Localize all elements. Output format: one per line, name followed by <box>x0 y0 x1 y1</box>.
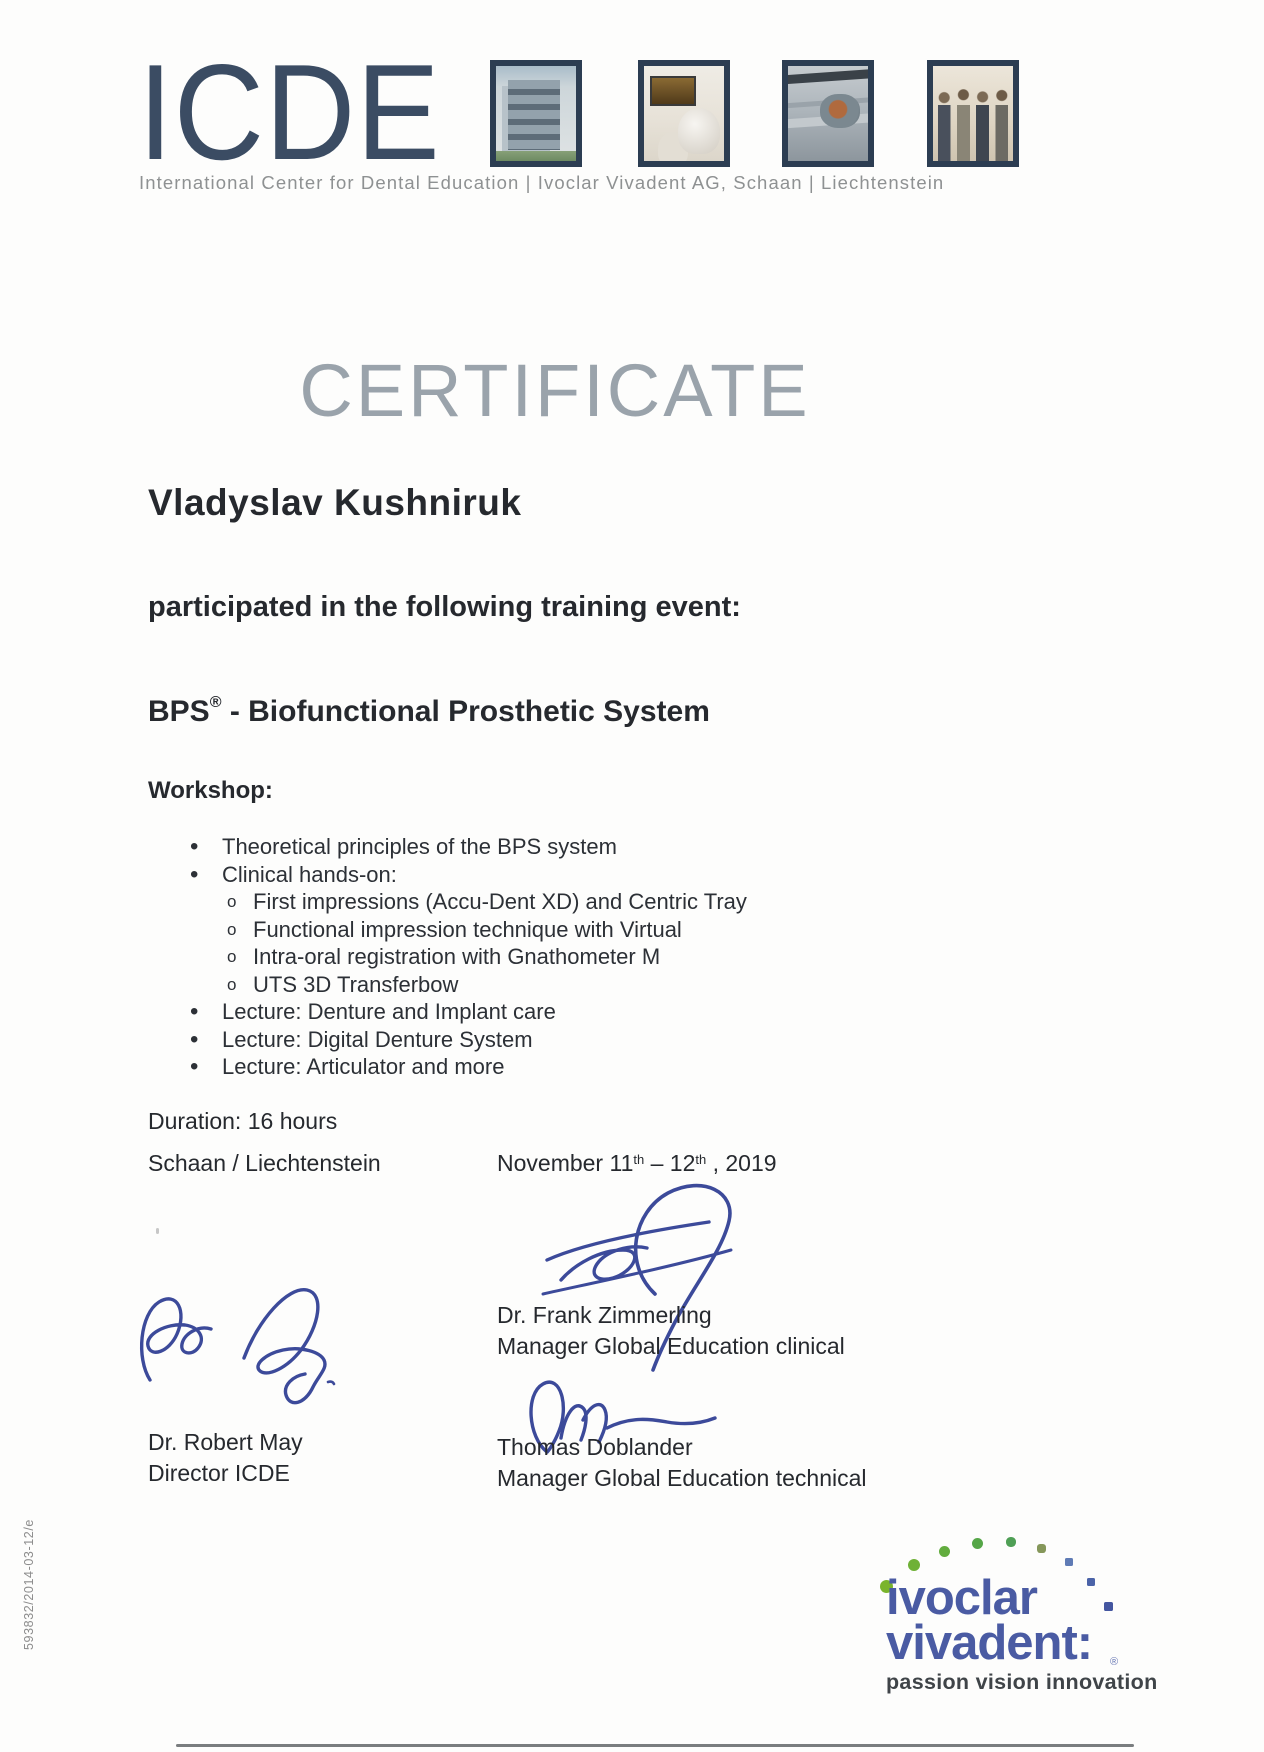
registered-mark: ® <box>209 694 222 711</box>
intro-line: participated in the following training event: <box>148 591 741 623</box>
signatory-role: Director ICDE <box>148 1460 290 1486</box>
signatory-frank-zimmerling <box>497 1300 845 1362</box>
course-title <box>148 694 710 729</box>
bullet-icon: • <box>190 833 199 860</box>
circle-bullet-icon: o <box>227 892 237 911</box>
signatory-name: Thomas Doblander <box>497 1434 693 1460</box>
icde-logo-text: ICDE <box>138 36 441 188</box>
signature-robert-may <box>132 1262 357 1412</box>
certificate-title: CERTIFICATE <box>299 349 811 432</box>
list-item: o Functional impression technique with Virtual <box>227 916 682 942</box>
logo-arc-dot <box>1065 1558 1073 1566</box>
workshop-list <box>148 833 908 1081</box>
list-item: o First impressions (Accu-Dent XD) and Centric Tray <box>227 889 747 914</box>
list-item: • Lecture: Denture and Implant care <box>190 998 556 1025</box>
list-item: • Clinical hands-on: <box>190 860 397 888</box>
course-code: BPS <box>148 695 210 728</box>
list-item: • Lecture: Digital Denture System <box>190 1025 533 1053</box>
course-title-rest: - Biofunctional Prosthetic System <box>221 695 710 728</box>
photo-people-group <box>927 60 1019 167</box>
list-item: • Theoretical principles of the BPS system <box>190 833 617 860</box>
signatory-role: Manager Global Education clinical <box>497 1333 845 1359</box>
bullet-icon: • <box>190 860 199 888</box>
bullet-icon: • <box>190 998 199 1025</box>
logo-arc-dot <box>1037 1544 1046 1553</box>
header-tagline: International Center for Dental Education | Ivoclar Vivadent AG, Schaan | Liechtenstein <box>139 172 945 193</box>
logo-arc-dot <box>1104 1602 1113 1611</box>
circle-bullet-icon: o <box>227 974 237 994</box>
list-item: • Lecture: Articulator and more <box>190 1053 505 1080</box>
header-photo-strip <box>490 60 1030 168</box>
photo-building <box>490 60 582 167</box>
signatory-name: Dr. Robert May <box>148 1429 303 1455</box>
logo-arc-dot <box>1087 1578 1095 1586</box>
list-item: o Intra-oral registration with Gnathometer M <box>227 944 661 969</box>
date-line: November 11th – 12th , 2019 <box>497 1150 777 1176</box>
recipient-name: Vladyslav Kushniruk <box>148 482 522 523</box>
logo-slogan: passion vision innovation <box>886 1670 1158 1694</box>
workshop-heading: Workshop: <box>148 777 273 804</box>
circle-bullet-icon: o <box>227 919 237 939</box>
bullet-icon: • <box>190 1025 199 1053</box>
scan-bottom-edge <box>176 1744 1134 1747</box>
logo-word-ivoclar: ivoclar <box>886 1571 1037 1625</box>
signatory-robert-may <box>148 1427 303 1489</box>
logo-registered-mark: ® <box>1110 1656 1119 1668</box>
logo-arc-dot <box>972 1538 983 1549</box>
photo-dental-lab <box>782 60 874 167</box>
circle-bullet-icon: o <box>227 947 237 966</box>
list-item: o UTS 3D Transferbow <box>227 971 459 997</box>
logo-word-vivadent: vivadent: <box>886 1616 1093 1670</box>
logo-arc-dot <box>939 1546 950 1557</box>
document-reference-code: 593832/2014-03-12/e <box>22 1519 36 1650</box>
photo-seminar-room <box>638 60 730 167</box>
logo-arc-dot <box>1006 1537 1016 1547</box>
signatory-thomas-doblander <box>497 1432 867 1494</box>
location-line: Schaan / Liechtenstein <box>148 1150 381 1176</box>
bullet-icon: • <box>190 1053 199 1080</box>
signatory-role: Manager Global Education technical <box>497 1465 867 1491</box>
ivoclar-vivadent-logo <box>858 1518 1158 1708</box>
scan-artifact-mark <box>156 1228 159 1234</box>
signatory-name: Dr. Frank Zimmerling <box>497 1302 712 1328</box>
duration-line: Duration: 16 hours <box>148 1108 338 1134</box>
